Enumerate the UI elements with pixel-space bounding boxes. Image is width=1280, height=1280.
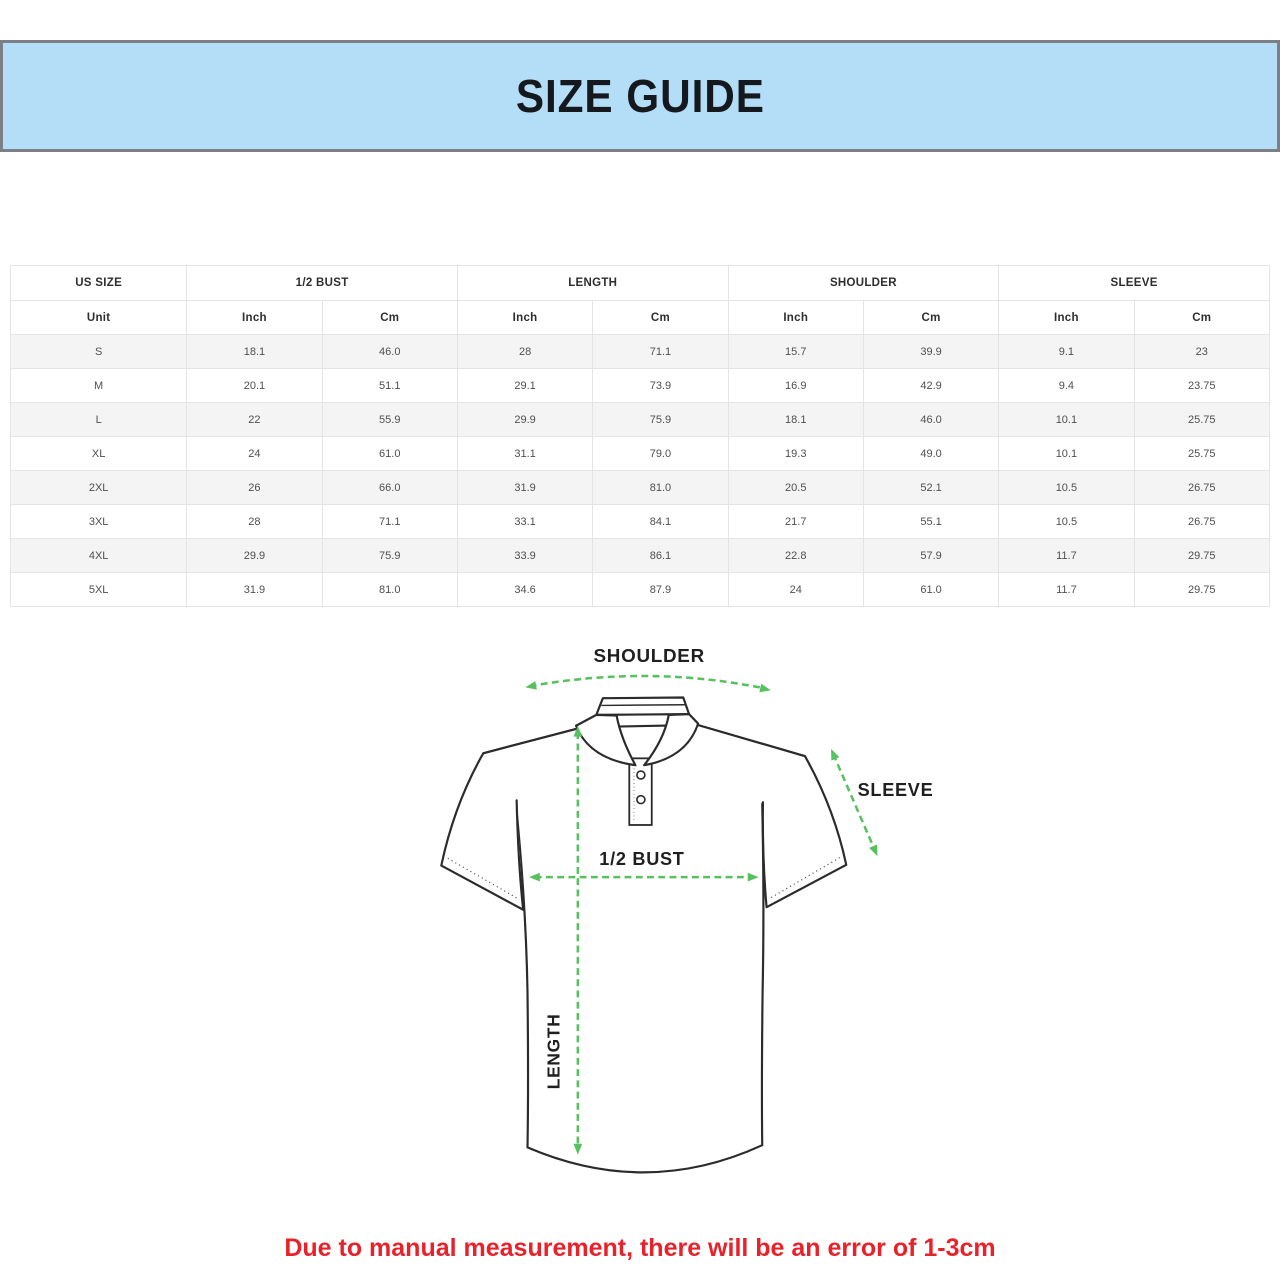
- polo-shirt-illustration: [441, 697, 846, 1172]
- size-table-container: [10, 265, 1270, 607]
- value-cell: 73.9: [593, 369, 728, 403]
- value-cell: 55.9: [322, 403, 457, 437]
- table-row: [11, 505, 1270, 539]
- size-cell: 4XL: [11, 539, 187, 573]
- value-cell: 66.0: [322, 471, 457, 505]
- size-guide-banner: [0, 40, 1280, 152]
- value-cell: 46.0: [322, 335, 457, 369]
- value-cell: 26.75: [1134, 505, 1269, 539]
- value-cell: 20.5: [728, 471, 863, 505]
- unit-header: Unit: [11, 301, 187, 335]
- table-group-header-row: [11, 266, 1270, 301]
- size-cell: 3XL: [11, 505, 187, 539]
- value-cell: 52.1: [863, 471, 998, 505]
- unit-header: Inch: [457, 301, 592, 335]
- shirt-measurement-diagram: [400, 630, 960, 1200]
- value-cell: 42.9: [863, 369, 998, 403]
- value-cell: 9.4: [999, 369, 1134, 403]
- table-row: [11, 335, 1270, 369]
- value-cell: 24: [728, 573, 863, 607]
- table-row: [11, 403, 1270, 437]
- table-row: [11, 471, 1270, 505]
- unit-header: Inch: [187, 301, 322, 335]
- value-cell: 81.0: [593, 471, 728, 505]
- value-cell: 29.9: [457, 403, 592, 437]
- size-cell: 5XL: [11, 573, 187, 607]
- value-cell: 29.9: [187, 539, 322, 573]
- value-cell: 11.7: [999, 539, 1134, 573]
- value-cell: 28: [187, 505, 322, 539]
- value-cell: 57.9: [863, 539, 998, 573]
- table-unit-header-row: [11, 301, 1270, 335]
- value-cell: 10.5: [999, 471, 1134, 505]
- value-cell: 22: [187, 403, 322, 437]
- value-cell: 84.1: [593, 505, 728, 539]
- value-cell: 29.75: [1134, 573, 1269, 607]
- unit-header: Cm: [863, 301, 998, 335]
- shoulder-arrow: [525, 676, 772, 695]
- value-cell: 31.9: [457, 471, 592, 505]
- size-cell: M: [11, 369, 187, 403]
- value-cell: 33.9: [457, 539, 592, 573]
- col-header-sleeve: SLEEVE: [999, 266, 1270, 301]
- value-cell: 71.1: [322, 505, 457, 539]
- button-icon: [637, 771, 645, 779]
- value-cell: 26.75: [1134, 471, 1269, 505]
- value-cell: 86.1: [593, 539, 728, 573]
- button-icon: [637, 796, 645, 804]
- value-cell: 55.1: [863, 505, 998, 539]
- value-cell: 10.1: [999, 403, 1134, 437]
- value-cell: 61.0: [322, 437, 457, 471]
- shoulder-label: SHOULDER: [593, 644, 705, 666]
- value-cell: 21.7: [728, 505, 863, 539]
- size-cell: XL: [11, 437, 187, 471]
- unit-header: Inch: [999, 301, 1134, 335]
- value-cell: 10.5: [999, 505, 1134, 539]
- value-cell: 18.1: [187, 335, 322, 369]
- value-cell: 81.0: [322, 573, 457, 607]
- unit-header: Cm: [593, 301, 728, 335]
- value-cell: 34.6: [457, 573, 592, 607]
- value-cell: 31.9: [187, 573, 322, 607]
- value-cell: 29.1: [457, 369, 592, 403]
- col-header-us-size: US SIZE: [11, 266, 187, 301]
- value-cell: 16.9: [728, 369, 863, 403]
- unit-header: Cm: [1134, 301, 1269, 335]
- table-row: [11, 369, 1270, 403]
- unit-header: Inch: [728, 301, 863, 335]
- value-cell: 51.1: [322, 369, 457, 403]
- size-cell: S: [11, 335, 187, 369]
- table-row: [11, 437, 1270, 471]
- value-cell: 71.1: [593, 335, 728, 369]
- value-cell: 25.75: [1134, 403, 1269, 437]
- page-title: SIZE GUIDE: [515, 70, 765, 122]
- value-cell: 18.1: [728, 403, 863, 437]
- value-cell: 61.0: [863, 573, 998, 607]
- value-cell: 31.1: [457, 437, 592, 471]
- col-header-half-bust: 1/2 BUST: [187, 266, 458, 301]
- value-cell: 26: [187, 471, 322, 505]
- table-row: [11, 539, 1270, 573]
- value-cell: 79.0: [593, 437, 728, 471]
- value-cell: 9.1: [999, 335, 1134, 369]
- value-cell: 24: [187, 437, 322, 471]
- size-cell: 2XL: [11, 471, 187, 505]
- size-cell: L: [11, 403, 187, 437]
- value-cell: 87.9: [593, 573, 728, 607]
- length-label: LENGTH: [543, 1013, 564, 1090]
- value-cell: 75.9: [593, 403, 728, 437]
- value-cell: 19.3: [728, 437, 863, 471]
- value-cell: 23: [1134, 335, 1269, 369]
- value-cell: 39.9: [863, 335, 998, 369]
- measurement-disclaimer: Due to manual measurement, there will be an error of 1-3cm: [284, 1234, 996, 1262]
- value-cell: 49.0: [863, 437, 998, 471]
- value-cell: 28: [457, 335, 592, 369]
- value-cell: 46.0: [863, 403, 998, 437]
- value-cell: 15.7: [728, 335, 863, 369]
- table-row: [11, 573, 1270, 607]
- value-cell: 33.1: [457, 505, 592, 539]
- value-cell: 10.1: [999, 437, 1134, 471]
- col-header-length: LENGTH: [457, 266, 728, 301]
- sleeve-label: SLEEVE: [857, 780, 934, 801]
- value-cell: 11.7: [999, 573, 1134, 607]
- value-cell: 29.75: [1134, 539, 1269, 573]
- value-cell: 22.8: [728, 539, 863, 573]
- unit-header: Cm: [322, 301, 457, 335]
- value-cell: 75.9: [322, 539, 457, 573]
- col-header-shoulder: SHOULDER: [728, 266, 999, 301]
- value-cell: 23.75: [1134, 369, 1269, 403]
- size-table: [10, 265, 1270, 607]
- bust-label: 1/2 BUST: [599, 848, 685, 869]
- value-cell: 20.1: [187, 369, 322, 403]
- value-cell: 25.75: [1134, 437, 1269, 471]
